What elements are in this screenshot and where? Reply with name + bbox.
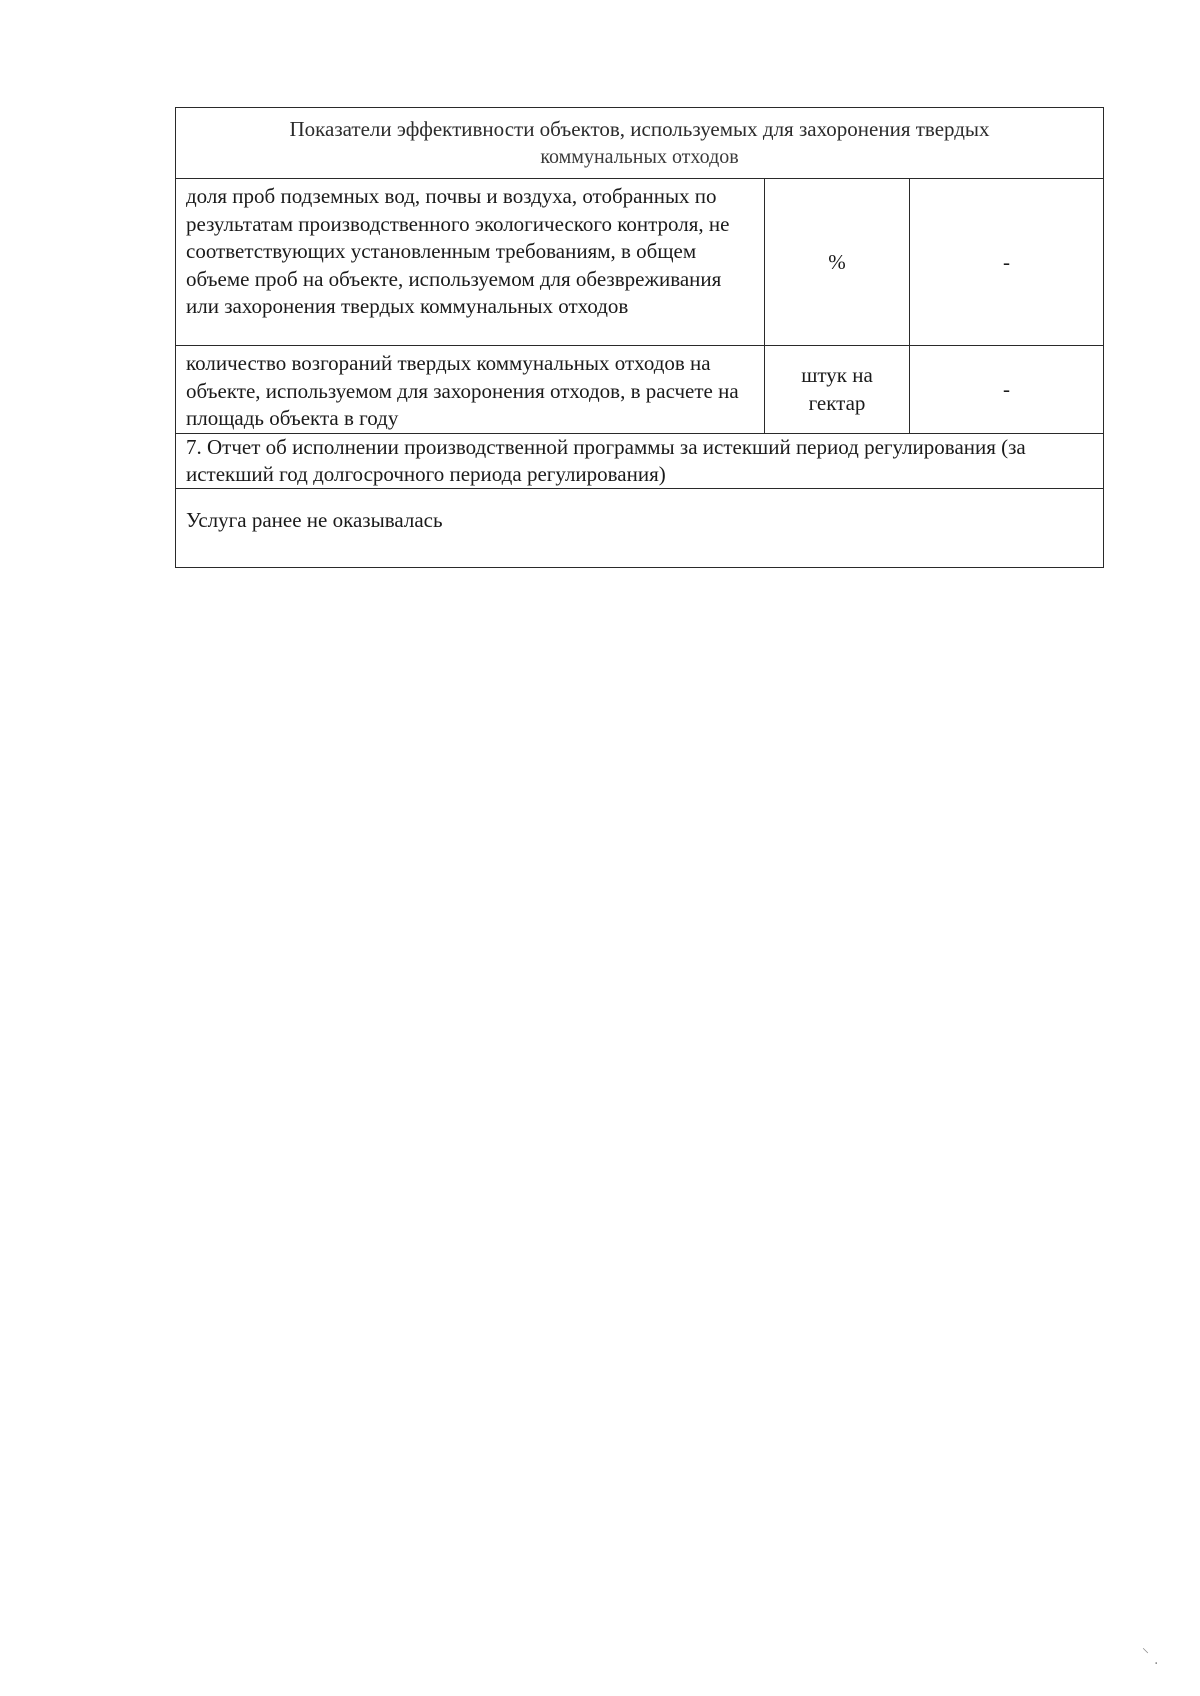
note-row	[176, 488, 1104, 567]
indicator-description: количество возгораний твердых коммунальных отходов на объекте, используемом для захоронения отходов, в расчете на площадь объекта в году	[176, 346, 765, 434]
scan-artifact: ·	[1154, 1656, 1159, 1672]
indicator-unit-line-1: %	[828, 250, 846, 274]
section-title-row	[176, 433, 1104, 488]
table-row	[176, 346, 1104, 434]
table-header-row	[176, 108, 1104, 179]
table-row	[176, 179, 1104, 346]
indicator-unit-line-1: штук на	[801, 363, 873, 388]
table-header-line-2: коммунальных отходов	[540, 146, 739, 168]
indicator-description: доля проб подземных вод, почвы и воздуха, отобранных по результатам производственного экологического контроля, не соответствующих установленным требованиям, в общем объеме проб на объекте, используемом для обезвреживания или захоронения твердых коммунальных отходов	[176, 179, 765, 346]
service-note: Услуга ранее не оказывалась	[176, 488, 1104, 567]
indicator-value: -	[910, 179, 1104, 346]
indicator-unit	[765, 346, 910, 434]
indicator-unit	[765, 179, 910, 346]
section-title: 7. Отчет об исполнении производственной программы за истекший период регулирования (за истекший год долгосрочного периода регулирования)	[176, 433, 1104, 488]
indicator-unit-line-2: гектар	[808, 391, 866, 416]
scan-artifact: ⸌	[1142, 1646, 1149, 1662]
table-header-cell	[176, 108, 1104, 179]
indicators-table	[175, 107, 1104, 568]
table-header-line-1: Показатели эффективности объектов, используемых для захоронения твердых	[289, 117, 990, 141]
indicator-value: -	[910, 346, 1104, 434]
